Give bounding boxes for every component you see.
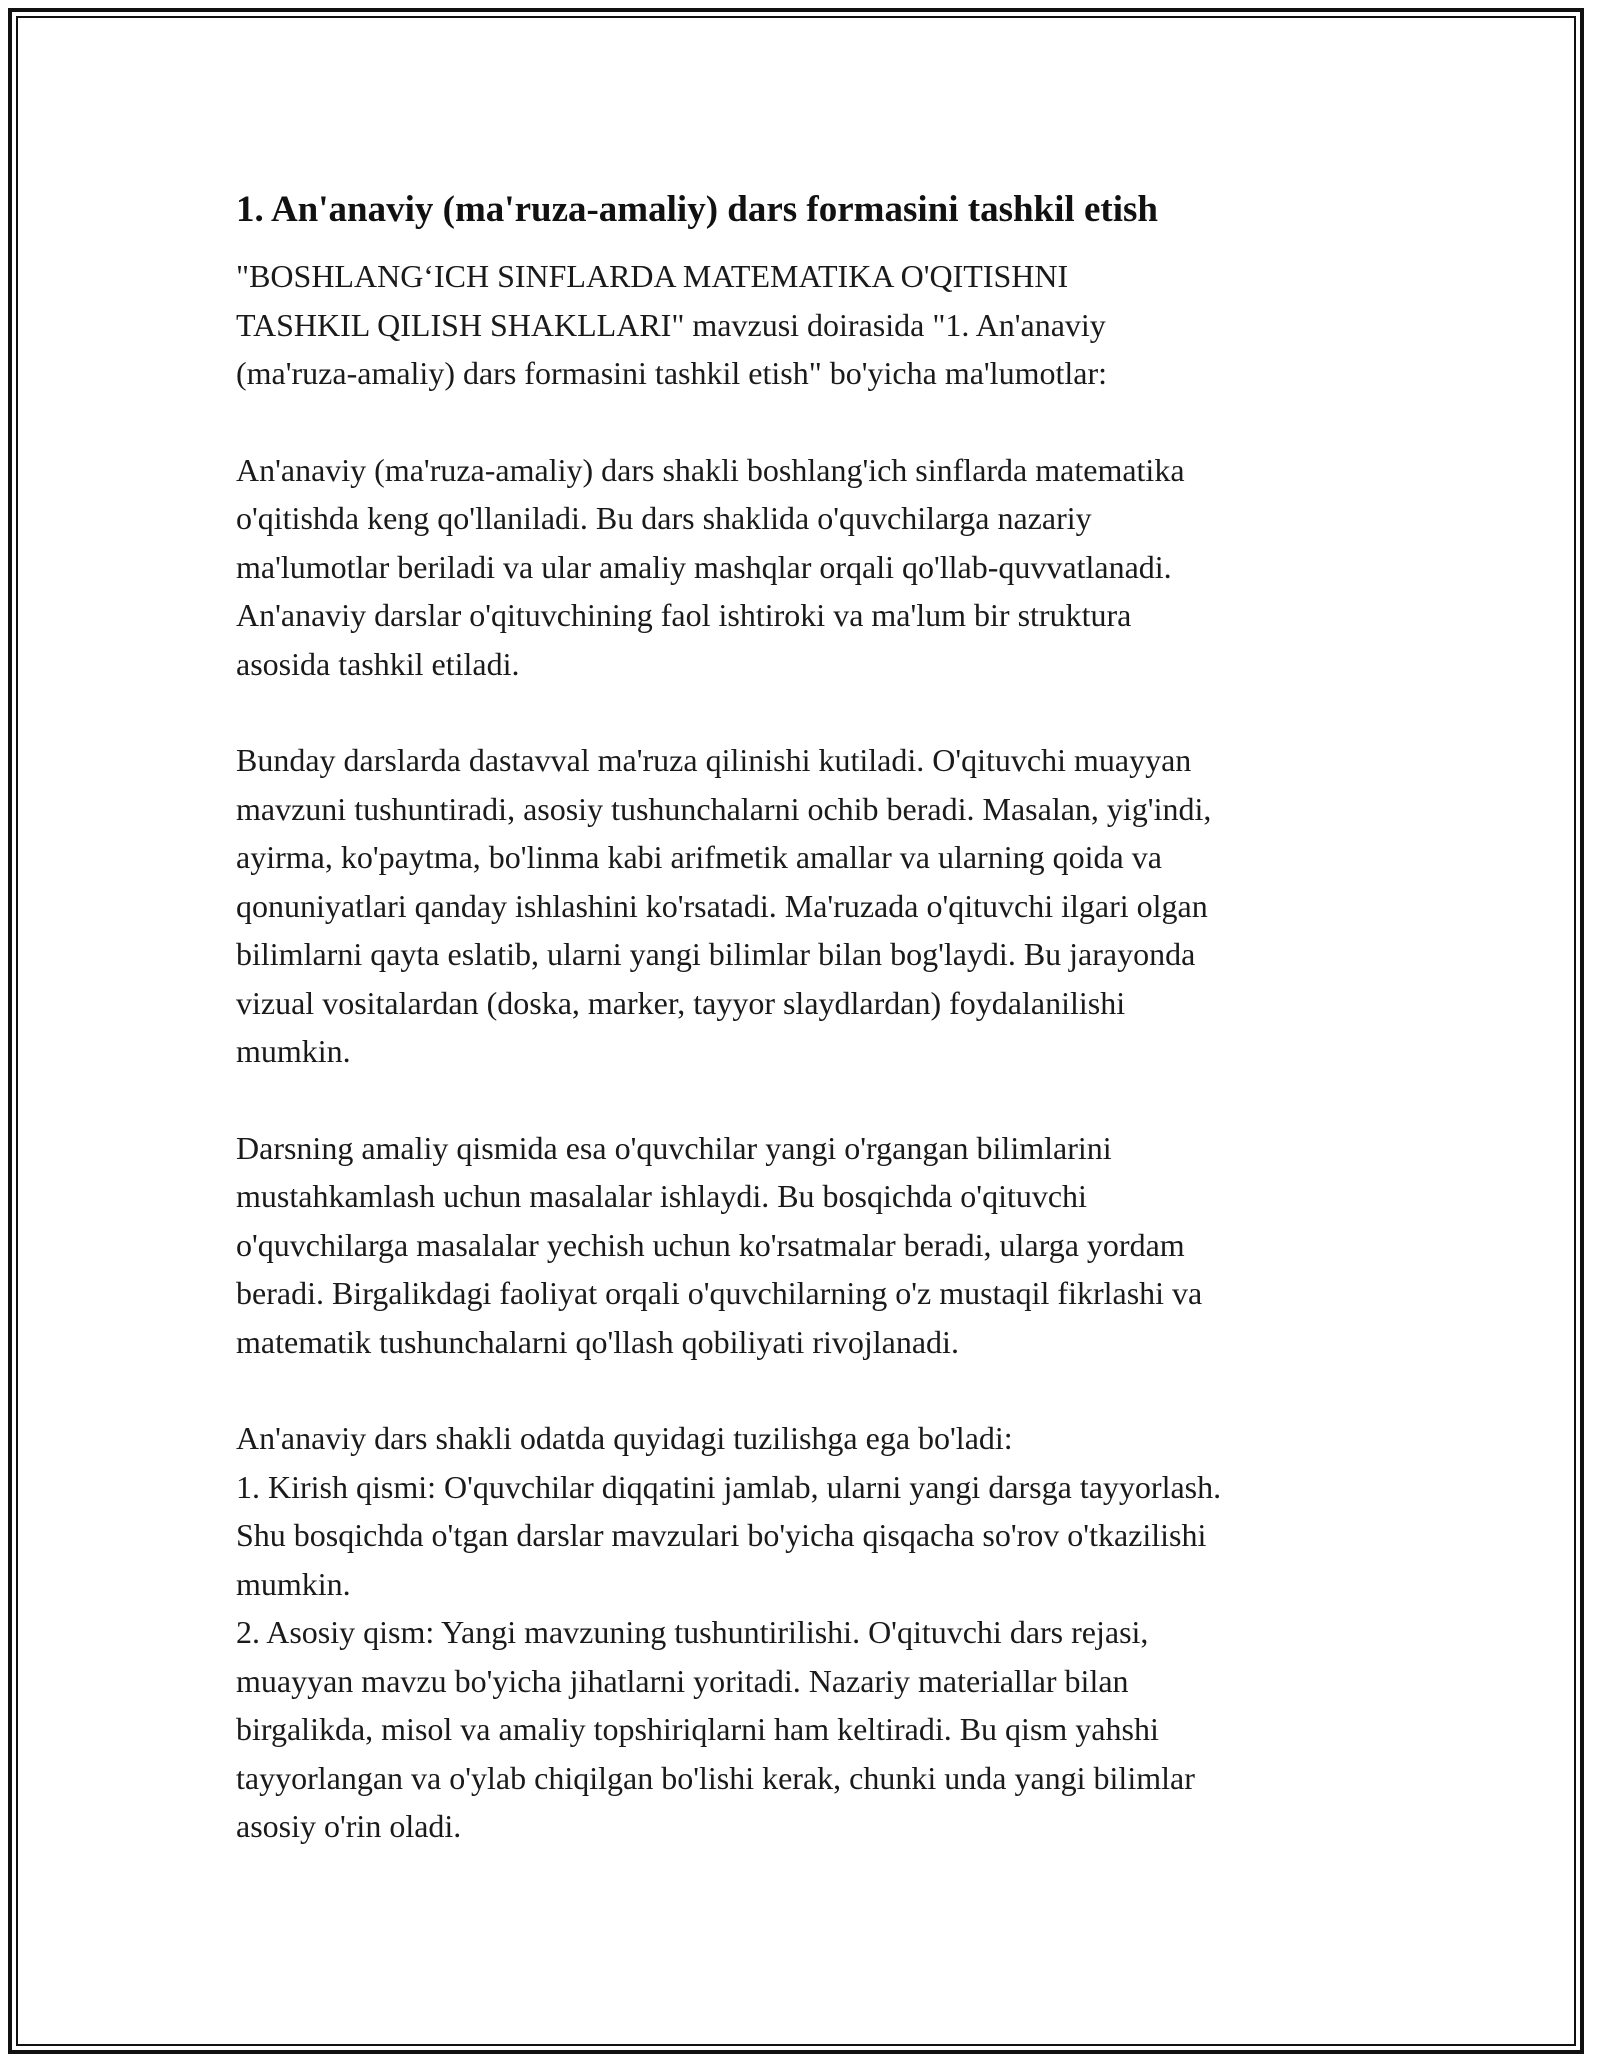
intro-paragraph bbox=[236, 252, 1386, 398]
paragraph-line: asosida tashkil etiladi. bbox=[236, 645, 520, 682]
list-item-line: 1. Kirish qismi: O'quvchilar diqqatini jamlab, ularni yangi darsga tayyorlash. bbox=[236, 1468, 1222, 1505]
list-item-line: asosiy o'rin oladi. bbox=[236, 1808, 462, 1844]
list-item-line: mumkin. bbox=[236, 1565, 351, 1602]
paragraph-line: bilimlarni qayta eslatib, ularni yangi bilimlar bilan bog'laydi. Bu jarayonda bbox=[236, 936, 1196, 972]
list-item-line: 2. Asosiy qism: Yangi mavzuning tushuntirilishi. O'qituvchi dars rejasi, bbox=[236, 1614, 1149, 1650]
paragraph-line: matematik tushunchalarni qo'llash qobiliyati rivojlanadi. bbox=[236, 1323, 959, 1360]
paragraph-line: An'anaviy darslar o'qituvchining faol ishtiroki va ma'lum bir struktura bbox=[236, 597, 1132, 633]
paragraph-line: mavzuni tushuntiradi, asosiy tushunchalarni ochib beradi. Masalan, yig'indi, bbox=[236, 790, 1212, 827]
list-item-line: birgalikda, misol va amaliy topshiriqlarni ham keltiradi. Bu qism yahshi bbox=[236, 1711, 1159, 1747]
paragraph-line: ma'lumotlar beriladi va ular amaliy mashqlar orqali qo'llab-quvvatlanadi. bbox=[236, 548, 1172, 585]
section-heading: 1. An'anaviy (ma'ruza-amaliy) dars formasini tashkil etish bbox=[236, 189, 1158, 230]
structure-list bbox=[236, 1414, 1386, 1851]
paragraph-line: mustahkamlash uchun masalalar ishlaydi. Bu bosqichda o'qituvchi bbox=[236, 1178, 1087, 1214]
paragraph-line: TASHKIL QILISH SHAKLLARI" mavzusi doirasida "1. An'anaviy bbox=[236, 306, 1106, 343]
paragraph-line: o'qitishda keng qo'llaniladi. Bu dars shaklida o'quvchilarga nazariy bbox=[236, 500, 1092, 536]
lecture-paragraph bbox=[236, 736, 1386, 1076]
paragraph-line: vizual vositalardan (doska, marker, tayyor slaydlardan) foydalanilishi bbox=[236, 984, 1126, 1021]
overview-paragraph bbox=[236, 446, 1386, 689]
list-item-line: muayyan mavzu bo'yicha jihatlarni yoritadi. Nazariy materiallar bilan bbox=[236, 1662, 1129, 1699]
paragraph-line: An'anaviy (ma'ruza-amaliy) dars shakli boshlang'ich sinflarda matematika bbox=[236, 451, 1185, 488]
document-body bbox=[236, 186, 1386, 1851]
practice-paragraph bbox=[236, 1124, 1386, 1367]
paragraph-line: mumkin. bbox=[236, 1033, 351, 1069]
paragraph-line: qonuniyatlari qanday ishlashini ko'rsatadi. Ma'ruzada o'qituvchi ilgari olgan bbox=[236, 887, 1208, 924]
list-item-line: tayyorlangan va o'ylab chiqilgan bo'lishi kerak, chunki unda yangi bilimlar bbox=[236, 1759, 1195, 1796]
paragraph-line: Darsning amaliy qismida esa o'quvchilar yangi o'rgangan bilimlarini bbox=[236, 1129, 1112, 1166]
paragraph-line: ayirma, ko'paytma, bo'linma kabi arifmetik amallar va ularning qoida va bbox=[236, 839, 1162, 875]
paragraph-line: (ma'ruza-amaliy) dars formasini tashkil etish" bo'yicha ma'lumotlar: bbox=[236, 355, 1107, 391]
paragraph-line: Bunday darslarda dastavval ma'ruza qilinishi kutiladi. O'qituvchi muayyan bbox=[236, 742, 1192, 778]
paragraph-line: o'quvchilarga masalalar yechish uchun ko'rsatmalar beradi, ularga yordam bbox=[236, 1226, 1185, 1263]
paragraph-line: beradi. Birgalikdagi faoliyat orqali o'quvchilarning o'z mustaqil fikrlashi va bbox=[236, 1275, 1203, 1311]
list-intro: An'anaviy dars shakli odatda quyidagi tuzilishga ega bo'ladi: bbox=[236, 1420, 1013, 1456]
list-item-line: Shu bosqichda o'tgan darslar mavzulari bo'yicha qisqacha so'rov o'tkazilishi bbox=[236, 1517, 1207, 1553]
paragraph-line: "BOSHLANG‘ICH SINFLARDA MATEMATIKA O'QITISHNI bbox=[236, 258, 1069, 294]
